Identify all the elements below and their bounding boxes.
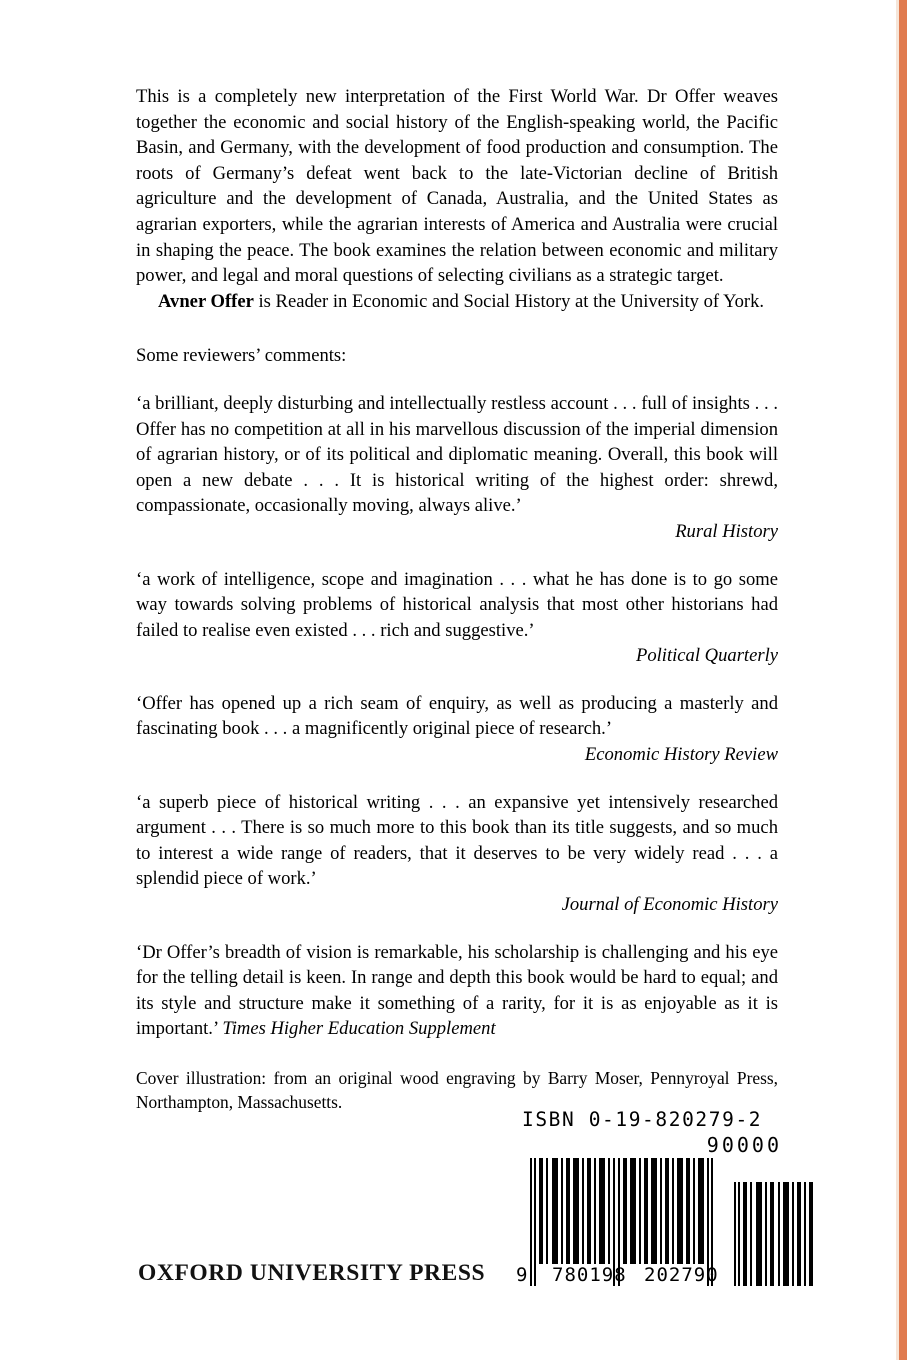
barcode-block: [516, 1108, 786, 1286]
publisher-imprint: OXFORD UNIVERSITY PRESS: [138, 1260, 486, 1286]
author-name: Avner Offer: [158, 290, 254, 312]
review-quote-4: [136, 790, 778, 918]
review-quote-5-text: ‘Dr Offer’s breadth of vision is remarkable, his scholarship is challenging and his eye for the telling detail is keen. In range and depth this book would be hard to equal; and its style and structure make it something of a rarity, for it is as enjoyable as it is important.’: [136, 941, 778, 1040]
review-quote-3: [136, 691, 778, 768]
ean13-human-readable-digits: [516, 1264, 786, 1286]
ean-digits-left: 780198: [552, 1264, 627, 1286]
cover-footer: [0, 1108, 907, 1308]
review-source-3: Economic History Review: [584, 744, 778, 766]
author-bio-text: is Reader in Economic and Social History at the University of York.: [253, 290, 765, 312]
reviews-heading: Some reviewers’ comments:: [136, 345, 347, 367]
author-bio-line: [136, 289, 778, 315]
review-source-2: Political Quarterly: [635, 645, 778, 667]
review-source-5: Times Higher Education Supplement: [222, 1018, 496, 1040]
cover-text-column: [136, 84, 778, 1114]
review-quote-5: [136, 940, 778, 1042]
barcode-addon-value: 90000: [706, 1133, 782, 1157]
book-description: This is a completely new interpretation of the First World War. Dr Offer weaves together the economic and social history of the English-speaking world, the Pacific Basin, and Germany, with the development of food production and consumption. The roots of Germany’s defeat went back to the late-Victorian decline of British agriculture and the development of Canada, Australia, and the United States as agrarian exporters, while the agrarian interests of America and Australia were crucial in shaping the peace. The book examines the relation between economic and military power, and legal and moral questions of selecting civilians as a strategic target.: [136, 86, 778, 287]
ean-digits-right: 202790: [644, 1264, 719, 1286]
review-quote-4-text: ‘a superb piece of historical writing . . . an expansive yet intensively researched argument . . . There is so much more to this book than its title suggests, and so much to interest a wide range of readers, that it deserves to be very widely read . . . a splendid piece of work.’: [136, 791, 778, 890]
cover-illustration-credit: Cover illustration: from an original wood engraving by Barry Moser, Pennyroyal Press, Northampton, Massachusetts.: [136, 1068, 778, 1112]
review-source-1: Rural History: [675, 520, 778, 542]
ean-digit-first: 9: [516, 1264, 528, 1286]
review-quote-1-text: ‘a brilliant, deeply disturbing and intellectually restless account . . . full of insights . . . Offer has no competition at all in his marvellous discussion of the imperial dimension of agrarian history, or of its political and diplomatic meaning. Overall, this book will open a new debate . . . It is historical writing of the highest order: shrewd, compassionate, occasionally moving, always alive.’: [136, 392, 778, 517]
review-quote-3-text: ‘Offer has opened up a rich seam of enquiry, as well as producing a masterly and fascinating book . . . a magnificently original piece of research.’: [136, 692, 778, 740]
review-quote-2-text: ‘a work of intelligence, scope and imagination . . . what he has done is to go some way towards solving problems of historical analysis that most other historians had failed to realise even existed . . . rich and suggestive.’: [136, 568, 778, 641]
isbn-label: ISBN 0-19-820279-2: [522, 1108, 763, 1131]
review-source-4: Journal of Economic History: [561, 894, 778, 916]
review-quote-1: [136, 391, 778, 545]
review-quote-2: [136, 567, 778, 669]
